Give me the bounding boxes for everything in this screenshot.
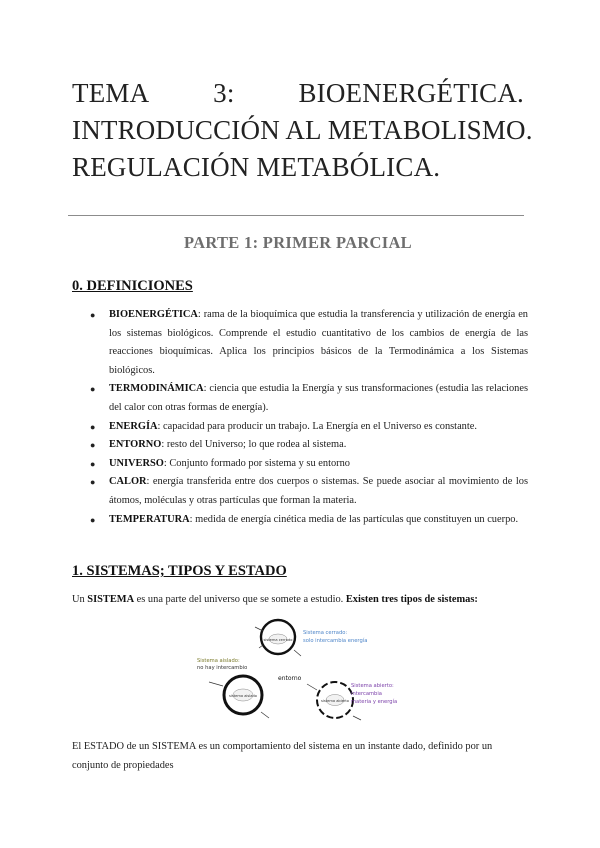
definition-term: ENTORNO: [109, 439, 162, 451]
list-item: [90, 511, 528, 530]
intro-middle: es una parte del universo que se somete a estudio.: [134, 594, 346, 605]
systems-diagram-svg: [195, 612, 415, 724]
state-paragraph: El ESTADO de un SISTEMA es un comportamiento del sistema en un instante dado, definido por un conjunto de propiedades: [72, 741, 493, 771]
bullet-icon: ●: [90, 384, 96, 395]
bullet-icon: ●: [90, 458, 96, 469]
title-line-2: INTRODUCCIÓN AL METABOLISMO.: [72, 115, 533, 145]
definition-text: : capacidad para producir un trabajo. La Energía en el Universo es constante.: [157, 420, 477, 432]
list-item: [90, 306, 528, 380]
definition-text: : ciencia que estudia la Energía y sus transformaciones (estudia las relaciones del calor con otras formas de energía).: [109, 383, 528, 413]
definition-term: BIOENERGÉTICA: [109, 309, 198, 320]
section-heading-definitions: 0. DEFINICIONES: [72, 278, 193, 294]
open-system-label-2: intercambia: [351, 691, 382, 697]
title-word: 3:: [213, 78, 235, 108]
isolated-system-label-2: no hay intercambio: [197, 665, 248, 671]
title-word: BIOENERGÉTICA.: [298, 78, 524, 108]
definition-text: : resto del Universo; lo que rodea al sistema.: [161, 439, 347, 451]
definition-text: : energía transferida entre dos cuerpos o sistemas. Se puede asociar al movimiento de los átomos, moléculas y otras partículas que forman la materia.: [109, 476, 528, 506]
part-heading: PARTE 1: PRIMER PARCIAL: [184, 233, 412, 252]
title-line-3: REGULACIÓN METABÓLICA.: [72, 152, 441, 182]
definition-term: TERMODINÁMICA: [109, 383, 204, 395]
list-item: [90, 418, 528, 437]
systems-intro-paragraph: [72, 591, 528, 610]
title-line-1: [72, 75, 524, 112]
definition-text: : Conjunto formado por sistema y su entorno: [163, 457, 351, 469]
closed-system-circle: [255, 620, 301, 656]
isolated-system-label-1: Sistema aislado:: [197, 658, 240, 664]
systems-diagram: [195, 612, 415, 724]
list-item: [90, 455, 528, 474]
bullet-icon: ●: [90, 477, 96, 488]
list-item: [90, 380, 528, 417]
divider: [68, 215, 524, 216]
open-inner-label: sistema abierto: [321, 699, 349, 703]
definition-term: TEMPERATURA: [109, 513, 190, 525]
closed-system-label-1: Sistema cerrado:: [303, 630, 348, 636]
bullet-icon: ●: [90, 421, 96, 432]
bullet-icon: ●: [90, 514, 96, 525]
definition-term: UNIVERSO: [109, 457, 164, 469]
intro-term: SISTEMA: [87, 594, 135, 605]
title-word: TEMA: [72, 78, 150, 108]
section-heading-systems: 1. SISTEMAS; TIPOS Y ESTADO: [72, 563, 287, 579]
open-system-label-3: materia y energía: [351, 699, 398, 705]
isolated-inner-label: sistema aislado: [229, 694, 257, 698]
closed-system-label-2: solo intercambia energía: [303, 638, 368, 644]
isolated-system-circle: [209, 676, 269, 718]
intro-bold: Existen tres tipos de sistemas:: [345, 594, 478, 605]
intro-prefix: Un: [72, 594, 88, 605]
environment-label: entorno: [278, 675, 302, 682]
bullet-icon: ●: [90, 310, 96, 320]
closed-inner-label: sistema cerrado: [263, 638, 293, 642]
definition-text: : rama de la bioquímica que estudia la transferencia y utilización de energía en los sistemas biológicos. Comprende el estudio cuantitativo de los cambios de energía de las reacciones bioquímicas. Aplica los principios básicos de la Termodinámica a los Sistemas biológicos.: [109, 309, 528, 376]
open-system-label-1: Sistema abierto:: [351, 683, 394, 689]
bullet-icon: ●: [90, 440, 96, 451]
list-item: [90, 436, 528, 455]
definitions-list: [90, 306, 528, 529]
definition-term: CALOR: [109, 476, 147, 488]
definition-term: ENERGÍA: [109, 420, 158, 432]
definition-text: : medida de energía cinética media de las partículas que constituyen un cuerpo.: [189, 513, 519, 525]
list-item: [90, 473, 528, 510]
page-title: [72, 75, 533, 186]
